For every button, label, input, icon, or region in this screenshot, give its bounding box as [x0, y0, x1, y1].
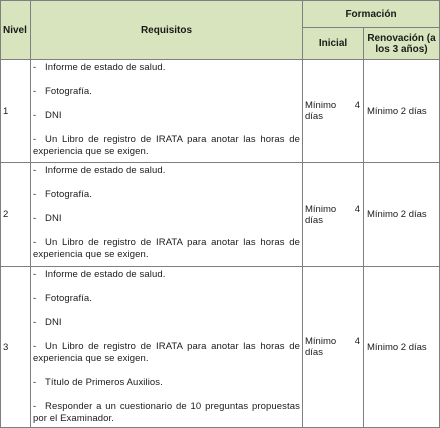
- header-renovacion: Renovación (a los 3 años): [364, 28, 440, 60]
- table-row: [1, 60, 440, 163]
- list-item: - Título de Primeros Auxilios.: [33, 377, 163, 388]
- list-item: - Fotografía.: [33, 189, 93, 200]
- inicial-cell: Mínimo 4 días: [303, 60, 364, 163]
- table-row: [1, 163, 440, 267]
- header-inicial: Inicial: [303, 28, 364, 60]
- inicial-cell: Mínimo 4 días: [303, 267, 364, 428]
- nivel-cell: 2: [1, 163, 31, 267]
- header-requisitos: Requisitos: [31, 1, 303, 60]
- list-item: - Fotografía.: [33, 86, 93, 97]
- requisitos-cell: [31, 267, 303, 428]
- list-item: - Un Libro de registro de IRATA para anotar las horas de experiencia que se exigen.: [33, 237, 300, 260]
- inicial-cell: Mínimo 4 días: [303, 163, 364, 267]
- nivel-cell: 3: [1, 267, 31, 428]
- list-item: - Informe de estado de salud.: [33, 269, 166, 280]
- header-nivel: Nivel: [1, 1, 31, 60]
- requisitos-cell: [31, 60, 303, 163]
- header-formacion: Formación: [303, 1, 440, 28]
- table-row: [1, 267, 440, 428]
- renovacion-cell: Mínimo 2 días: [364, 163, 440, 267]
- list-item: - Un Libro de registro de IRATA para anotar las horas de experiencia que se exigen.: [33, 134, 300, 157]
- list-item: - DNI: [33, 110, 62, 121]
- renovacion-cell: Mínimo 2 días: [364, 267, 440, 428]
- list-item: - Informe de estado de salud.: [33, 165, 166, 176]
- list-item: - DNI: [33, 317, 62, 328]
- list-item: - Fotografía.: [33, 293, 93, 304]
- nivel-cell: 1: [1, 60, 31, 163]
- renovacion-cell: Mínimo 2 días: [364, 60, 440, 163]
- list-item: - DNI: [33, 213, 62, 224]
- list-item: - Informe de estado de salud.: [33, 62, 166, 73]
- list-item: - Responder a un cuestionario de 10 preguntas propuestas por el Examinador.: [33, 401, 300, 424]
- requisitos-cell: [31, 163, 303, 267]
- list-item: - Un Libro de registro de IRATA para anotar las horas de experiencia que se exigen.: [33, 341, 300, 364]
